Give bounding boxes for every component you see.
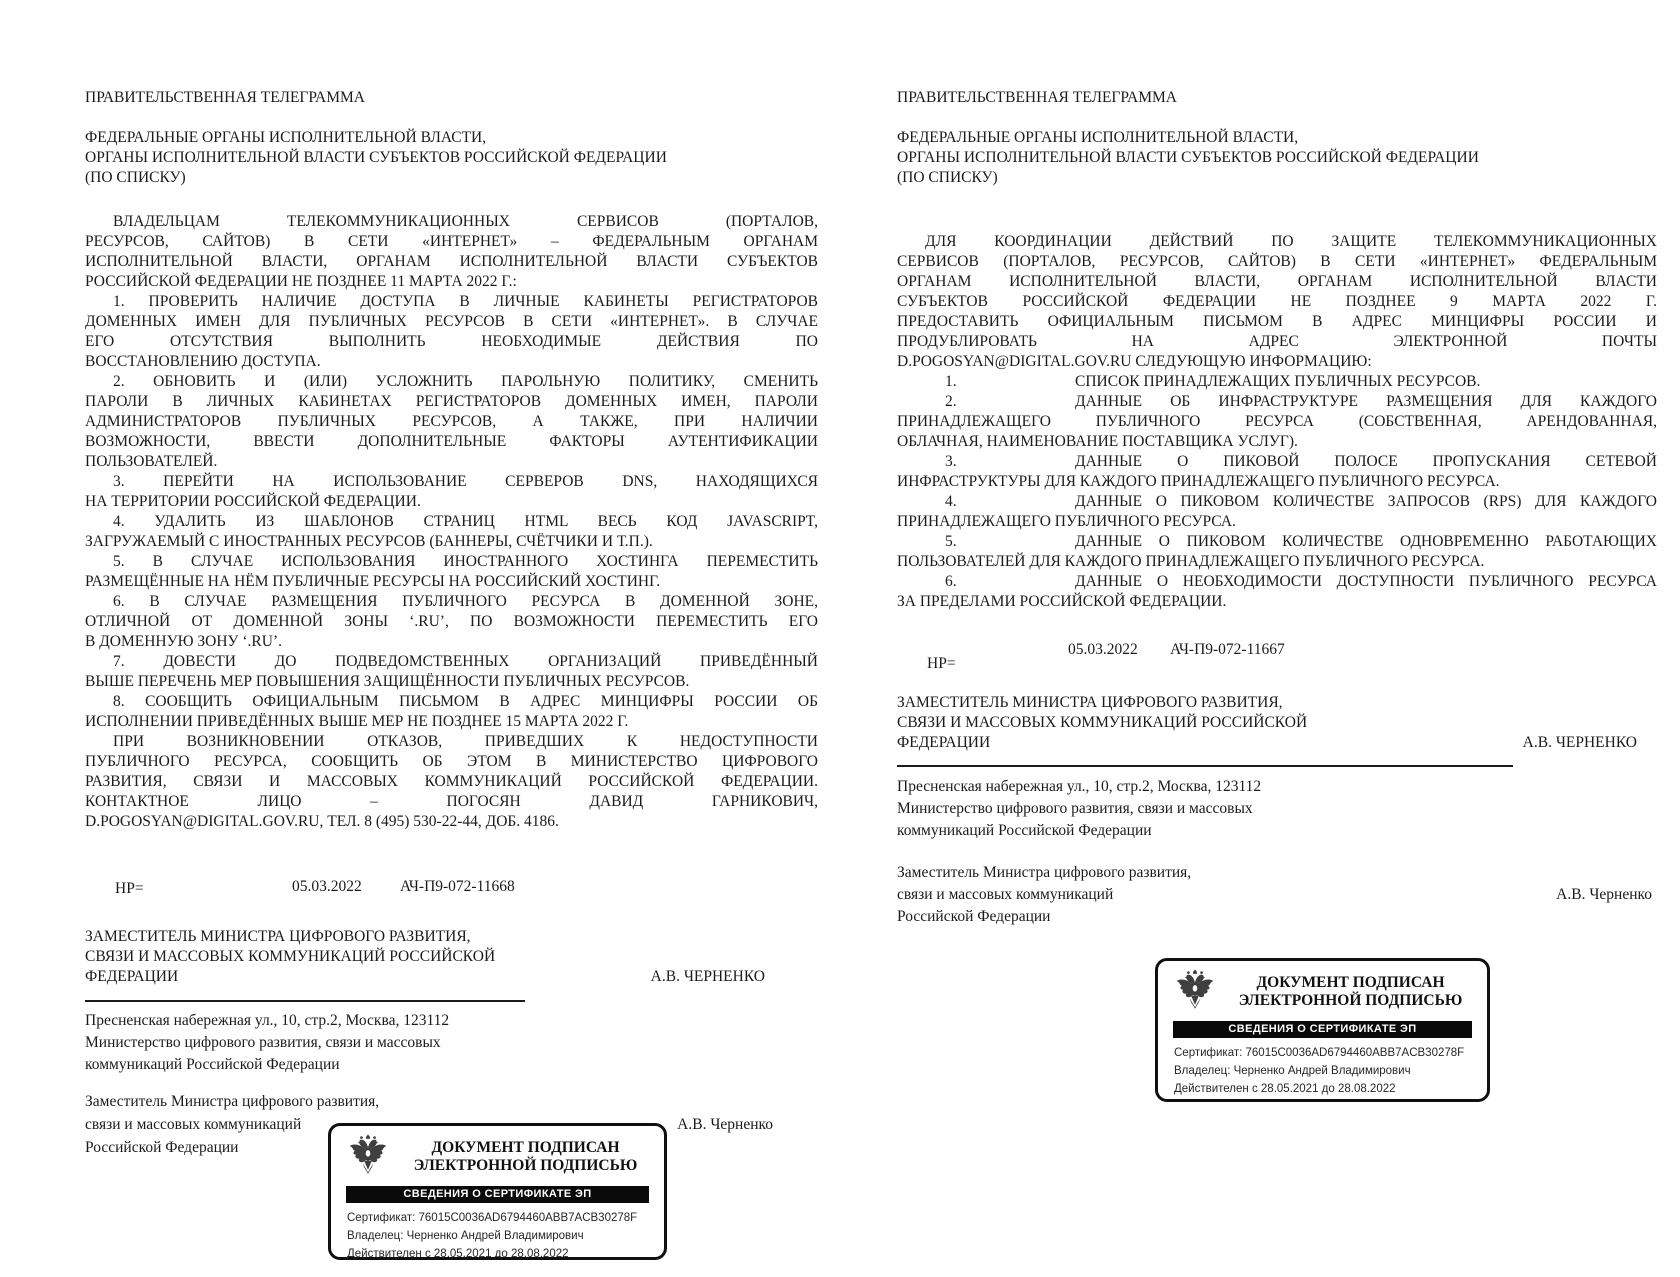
stamp-title-line: ДОКУМЕНТ ПОДПИСАН <box>1256 974 1445 991</box>
signature-name: А.В. Черненко <box>677 1116 773 1133</box>
body-line: ДЛЯ КООРДИНАЦИИ ДЕЙСТВИЙ ПО ЗАЩИТЕ ТЕЛЕКОММУНИКАЦИОННЫХ <box>925 233 1657 250</box>
list-item-number: 4. <box>945 493 957 510</box>
list-item <box>897 372 1657 392</box>
telegram-document-left <box>85 88 818 1260</box>
body-line: D.POGOSYAN@DIGITAL.GOV.RU СЛЕДУЮЩУЮ ИНФОРМАЦИЮ: <box>897 353 1372 370</box>
certificate-info-bar: СВЕДЕНИЯ О СЕРТИФИКАТЕ ЭП <box>346 1186 649 1203</box>
ref-date: 05.03.2022 <box>292 878 362 895</box>
body-line: ПРИ ВОЗНИКНОВЕНИИ ОТКАЗОВ, ПРИВЕДШИХ К НЕДОСТУПНОСТИ <box>113 733 818 750</box>
list-item-text: ДАННЫЕ О ПИКОВОМ КОЛИЧЕСТВЕ ОДНОВРЕМЕННО РАБОТАЮЩИХ <box>1075 533 1657 550</box>
owner-line: Владелец: Черненко Андрей Владимирович <box>347 1230 584 1242</box>
body-line: СУБЪЕКТОВ РОССИЙСКОЙ ФЕДЕРАЦИИ НЕ ПОЗДНЕЕ 9 МАРТА 2022 Г. <box>897 293 1657 310</box>
ref-code: НР= <box>927 655 956 672</box>
stamp-title <box>399 1139 652 1175</box>
signatory-line: связи и массовых коммуникаций <box>85 1116 302 1133</box>
body-line: НА ТЕРРИТОРИИ РОССИЙСКОЙ ФЕДЕРАЦИИ. <box>85 493 421 510</box>
list-item <box>897 572 1657 592</box>
ministry-address-block <box>85 1010 818 1076</box>
signatory-line: Российской Федерации <box>85 1139 239 1156</box>
body-line: РАЗМЕЩЁННЫЕ НА НЁМ ПУБЛИЧНЫЕ РЕСУРСЫ НА РОССИЙСКИЙ ХОСТИНГ. <box>85 573 661 590</box>
list-item-number: 6. <box>945 573 957 590</box>
body-line: ОБЛАЧНАЯ, НАИМЕНОВАНИЕ ПОСТАВЩИКА УСЛУГ). <box>897 433 1298 450</box>
body-line: 4. УДАЛИТЬ ИЗ ШАБЛОНОВ СТРАНИЦ HTML ВЕСЬ КОД JAVASCRIPT, <box>113 513 818 530</box>
reference-line <box>85 877 818 897</box>
body-line: АДМИНИСТРАТОРОВ ПУБЛИЧНЫХ РЕСУРСОВ, А ТАКЖЕ, ПРИ НАЛИЧИИ <box>85 413 818 430</box>
list-item-text: ДАННЫЕ ОБ ИНФРАСТРУКТУРЕ РАЗМЕЩЕНИЯ ДЛЯ КАЖДОГО <box>1075 393 1657 410</box>
body-line: 6. В СЛУЧАЕ РАЗМЕЩЕНИЯ ПУБЛИЧНОГО РЕСУРСА В ДОМЕННОЙ ЗОНЕ, <box>113 593 818 610</box>
addressee-line: ФЕДЕРАЛЬНЫЕ ОРГАНЫ ИСПОЛНИТЕЛЬНОЙ ВЛАСТИ, <box>897 129 1299 146</box>
body-line: ПОЛЬЗОВАТЕЛЕЙ ДЛЯ КАЖДОГО ПРИНАДЛЕЖАЩЕГО ПУБЛИЧНОГО РЕСУРСА. <box>897 553 1485 570</box>
signatory-line: Заместитель Министра цифрового развития, <box>85 1093 380 1110</box>
body-line: ПАРОЛИ В ЛИЧНЫХ КАБИНЕТАХ РЕГИСТРАТОРОВ ДОМЕННЫХ ИМЕН, ПАРОЛИ <box>85 393 818 410</box>
separator-rule <box>897 765 1513 767</box>
body-line: 8. СООБЩИТЬ ОФИЦИАЛЬНЫМ ПИСЬМОМ В АДРЕС МИНЦИФРЫ РОССИИ ОБ <box>113 693 818 710</box>
body-line: 2. ОБНОВИТЬ И (ИЛИ) УСЛОЖНИТЬ ПАРОЛЬНУЮ ПОЛИТИКУ, СМЕНИТЬ <box>113 373 818 390</box>
body-line: ИСПОЛНИТЕЛЬНОЙ ВЛАСТИ, ОРГАНАМ ИСПОЛНИТЕЛЬНОЙ ВЛАСТИ СУБЪЕКТОВ <box>85 253 818 270</box>
body-line: ПРОДУБЛИРОВАТЬ НА АДРЕС ЭЛЕКТРОННОЙ ПОЧТЫ <box>897 333 1657 350</box>
signatory-line: СВЯЗИ И МАССОВЫХ КОММУНИКАЦИЙ РОССИЙСКОЙ <box>897 714 1308 731</box>
addressee-line: (ПО СПИСКУ) <box>85 169 186 186</box>
addressee-block <box>85 128 818 188</box>
telegram-body <box>897 232 1657 612</box>
certificate-line: Сертификат: 76015C0036AD6794460ABB7ACB30278F <box>1174 1047 1465 1059</box>
list-item-text: СПИСОК ПРИНАДЛЕЖАЩИХ ПУБЛИЧНЫХ РЕСУРСОВ. <box>1075 373 1481 390</box>
signatory-line: ФЕДЕРАЦИИ <box>85 968 179 985</box>
body-line: D.POGOSYAN@DIGITAL.GOV.RU, ТЕЛ. 8 (495) 530-22-44, ДОБ. 4186. <box>85 813 559 830</box>
coat-of-arms-icon <box>347 1133 389 1181</box>
body-line: ВЫШЕ ПЕРЕЧЕНЬ МЕР ПОВЫШЕНИЯ ЗАЩИЩЁННОСТИ ПУБЛИЧНЫХ РЕСУРСОВ. <box>85 673 690 690</box>
signatory-block-caps <box>85 927 818 987</box>
signatory-line: Заместитель Министра цифрового развития, <box>897 864 1192 881</box>
addressee-line: (ПО СПИСКУ) <box>897 169 998 186</box>
body-line: РОССИЙСКОЙ ФЕДЕРАЦИИ НЕ ПОЗДНЕЕ 11 МАРТА 2022 Г.: <box>85 273 517 290</box>
address-line: Пресненская набережная ул., 10, стр.2, Москва, 123112 <box>897 778 1262 795</box>
esign-stamp <box>1155 958 1490 1102</box>
list-item <box>897 452 1657 472</box>
body-line: ПРИНАДЛЕЖАЩЕГО ПУБЛИЧНОГО РЕСУРСА (СОБСТВЕННАЯ, АРЕНДОВАННАЯ, <box>897 413 1657 430</box>
ref-number: АЧ-П9-072-11667 <box>1170 641 1285 658</box>
separator-rule <box>85 1000 525 1002</box>
reference-line <box>897 640 1657 674</box>
body-line: В ДОМЕННУЮ ЗОНУ ‘.RU’. <box>85 633 283 650</box>
signatory-block-caps <box>897 693 1657 753</box>
body-line: ЗАГРУЖАЕМЫЙ С ИНОСТРАННЫХ РЕСУРСОВ (БАННЕРЫ, СЧЁТЧИКИ И Т.П.). <box>85 533 653 550</box>
body-line: РЕСУРСОВ, САЙТОВ) В СЕТИ «ИНТЕРНЕТ» – ФЕДЕРАЛЬНЫМ ОРГАНАМ <box>85 233 818 250</box>
signatory-line: СВЯЗИ И МАССОВЫХ КОММУНИКАЦИЙ РОССИЙСКОЙ <box>85 948 496 965</box>
addressee-block <box>897 128 1657 188</box>
esign-stamp <box>328 1123 667 1260</box>
body-line: СЕРВИСОВ (ПОРТАЛОВ, РЕСУРСОВ, САЙТОВ) В СЕТИ «ИНТЕРНЕТ» ФЕДЕРАЛЬНЫМ <box>897 253 1657 270</box>
telegram-title: ПРАВИТЕЛЬСТВЕННАЯ ТЕЛЕГРАММА <box>85 89 365 106</box>
list-item-text: ДАННЫЕ О ПИКОВОЙ ПОЛОСЕ ПРОПУСКАНИЯ СЕТЕВОЙ <box>1075 453 1657 470</box>
list-item-number: 2. <box>945 393 957 410</box>
ref-code: НР= <box>115 880 144 897</box>
telegram-body <box>85 212 818 832</box>
body-line: ИНФРАСТРУКТУРЫ ДЛЯ КАЖДОГО ПРИНАДЛЕЖАЩЕГО ПУБЛИЧНОГО РЕСУРСА. <box>897 473 1500 490</box>
body-line: 7. ДОВЕСТИ ДО ПОДВЕДОМСТВЕННЫХ ОРГАНИЗАЦИЙ ПРИВЕДЁННЫЙ <box>113 653 818 670</box>
ref-number: АЧ-П9-072-11668 <box>400 878 515 895</box>
telegram-document-right <box>897 88 1657 1095</box>
body-line: ЗА ПРЕДЕЛАМИ РОССИЙСКОЙ ФЕДЕРАЦИИ. <box>897 593 1227 610</box>
body-line: ОТЛИЧНОЙ ОТ ДОМЕННОЙ ЗОНЫ ‘.RU’, ПО ВОЗМОЖНОСТИ ПЕРЕМЕСТИТЬ ЕГО <box>85 613 818 630</box>
telegram-title: ПРАВИТЕЛЬСТВЕННАЯ ТЕЛЕГРАММА <box>897 89 1177 106</box>
signatory-line: ФЕДЕРАЦИИ <box>897 734 991 751</box>
list-item <box>897 492 1657 512</box>
signature-name: А.В. ЧЕРНЕНКО <box>650 968 765 985</box>
body-line: ЕГО ОТСУТСТВИЯ ВЫПОЛНИТЬ НЕОБХОДИМЫЕ ДЕЙСТВИЯ ПО <box>85 333 818 350</box>
list-item <box>897 392 1657 412</box>
validity-line: Действителен с 28.05.2021 до 28.08.2022 <box>1174 1083 1396 1095</box>
signature-name: А.В. ЧЕРНЕНКО <box>1522 734 1637 751</box>
address-line: коммуникаций Российской Федерации <box>85 1056 340 1073</box>
body-line: 5. В СЛУЧАЕ ИСПОЛЬЗОВАНИЯ ИНОСТРАННОГО ХОСТИНГА ПЕРЕМЕСТИТЬ <box>113 553 818 570</box>
address-line: коммуникаций Российской Федерации <box>897 822 1152 839</box>
stamp-title-line: ЭЛЕКТРОННОЙ ПОДПИСЬЮ <box>1238 992 1463 1009</box>
list-item-number: 5. <box>945 533 957 550</box>
stamp-title-line: ДОКУМЕНТ ПОДПИСАН <box>431 1139 620 1156</box>
list-item <box>897 532 1657 552</box>
signatory-line: связи и массовых коммуникаций <box>897 886 1114 903</box>
address-line: Пресненская набережная ул., 10, стр.2, Москва, 123112 <box>85 1012 450 1029</box>
signatory-line: ЗАМЕСТИТЕЛЬ МИНИСТРА ЦИФРОВОГО РАЗВИТИЯ, <box>85 928 471 945</box>
body-line: ПУБЛИЧНОГО РЕСУРСА, СООБЩИТЬ ОБ ЭТОМ В МИНИСТЕРСТВО ЦИФРОВОГО <box>85 753 818 770</box>
signature-name: А.В. Черненко <box>1556 886 1652 903</box>
signatory-line: ЗАМЕСТИТЕЛЬ МИНИСТРА ЦИФРОВОГО РАЗВИТИЯ, <box>897 694 1283 711</box>
body-line: 3. ПЕРЕЙТИ НА ИСПОЛЬЗОВАНИЕ СЕРВЕРОВ DNS, НАХОДЯЩИХСЯ <box>113 473 818 490</box>
body-line: ОРГАНАМ ИСПОЛНИТЕЛЬНОЙ ВЛАСТИ, ОРГАНАМ ИСПОЛНИТЕЛЬНОЙ ВЛАСТИ <box>897 273 1657 290</box>
certificate-line: Сертификат: 76015C0036AD6794460ABB7ACB30278F <box>347 1212 638 1224</box>
list-item-number: 1. <box>945 373 957 390</box>
validity-line: Действителен с 28.05.2021 до 28.08.2022 <box>347 1248 569 1260</box>
list-item-number: 3. <box>945 453 957 470</box>
owner-line: Владелец: Черненко Андрей Владимирович <box>1174 1065 1411 1077</box>
body-line: ПРИНАДЛЕЖАЩЕГО ПУБЛИЧНОГО РЕСУРСА. <box>897 513 1236 530</box>
addressee-line: ОРГАНЫ ИСПОЛНИТЕЛЬНОЙ ВЛАСТИ СУБЪЕКТОВ РОССИЙСКОЙ ФЕДЕРАЦИИ <box>85 149 667 166</box>
ministry-address-block <box>897 776 1657 842</box>
body-line: ИСПОЛНЕНИИ ПРИВЕДЁННЫХ ВЫШЕ МЕР НЕ ПОЗДНЕЕ 15 МАРТА 2022 Г. <box>85 713 629 730</box>
stamp-title <box>1226 974 1475 1010</box>
list-item-text: ДАННЫЕ О ПИКОВОМ КОЛИЧЕСТВЕ ЗАПРОСОВ (RPS) ДЛЯ КАЖДОГО <box>1075 493 1657 510</box>
stamp-title-line: ЭЛЕКТРОННОЙ ПОДПИСЬЮ <box>413 1157 638 1174</box>
list-item-text: ДАННЫЕ О НЕОБХОДИМОСТИ ДОСТУПНОСТИ ПУБЛИЧНОГО РЕСУРСА <box>1075 573 1657 590</box>
body-line: 1. ПРОВЕРИТЬ НАЛИЧИЕ ДОСТУПА В ЛИЧНЫЕ КАБИНЕТЫ РЕГИСТРАТОРОВ <box>113 293 818 310</box>
body-line: ПРЕДОСТАВИТЬ ОФИЦИАЛЬНЫМ ПИСЬМОМ В АДРЕС МИНЦИФРЫ РОССИИ И <box>897 313 1657 330</box>
body-line: ВОЗМОЖНОСТИ, ВВЕСТИ ДОПОЛНИТЕЛЬНЫЕ ФАКТОРЫ АУТЕНТИФИКАЦИИ <box>85 433 818 450</box>
addressee-line: ОРГАНЫ ИСПОЛНИТЕЛЬНОЙ ВЛАСТИ СУБЪЕКТОВ РОССИЙСКОЙ ФЕДЕРАЦИИ <box>897 149 1479 166</box>
body-line: ВЛАДЕЛЬЦАМ ТЕЛЕКОММУНИКАЦИОННЫХ СЕРВИСОВ (ПОРТАЛОВ, <box>113 213 818 230</box>
signatory-line: Российской Федерации <box>897 908 1051 925</box>
address-line: Министерство цифрового развития, связи и массовых <box>85 1034 441 1051</box>
body-line: РАЗВИТИЯ, СВЯЗИ И МАССОВЫХ КОММУНИКАЦИЙ РОССИЙСКОЙ ФЕДЕРАЦИИ. <box>85 773 818 790</box>
body-line: ДОМЕННЫХ ИМЕН ДЛЯ ПУБЛИЧНЫХ РЕСУРСОВ В СЕТИ «ИНТЕРНЕТ». В СЛУЧАЕ <box>85 313 818 330</box>
address-line: Министерство цифрового развития, связи и массовых <box>897 800 1253 817</box>
body-line: ВОССТАНОВЛЕНИЮ ДОСТУПА. <box>85 353 321 370</box>
ref-date: 05.03.2022 <box>1068 641 1138 658</box>
signatory-block-lower <box>897 862 1657 928</box>
body-line: КОНТАКТНОЕ ЛИЦО – ПОГОСЯН ДАВИД ГАРНИКОВИЧ, <box>85 793 818 810</box>
certificate-info-bar: СВЕДЕНИЯ О СЕРТИФИКАТЕ ЭП <box>1173 1021 1472 1038</box>
addressee-line: ФЕДЕРАЛЬНЫЕ ОРГАНЫ ИСПОЛНИТЕЛЬНОЙ ВЛАСТИ, <box>85 129 487 146</box>
body-line: ПОЛЬЗОВАТЕЛЕЙ. <box>85 453 218 470</box>
coat-of-arms-icon <box>1174 968 1216 1016</box>
